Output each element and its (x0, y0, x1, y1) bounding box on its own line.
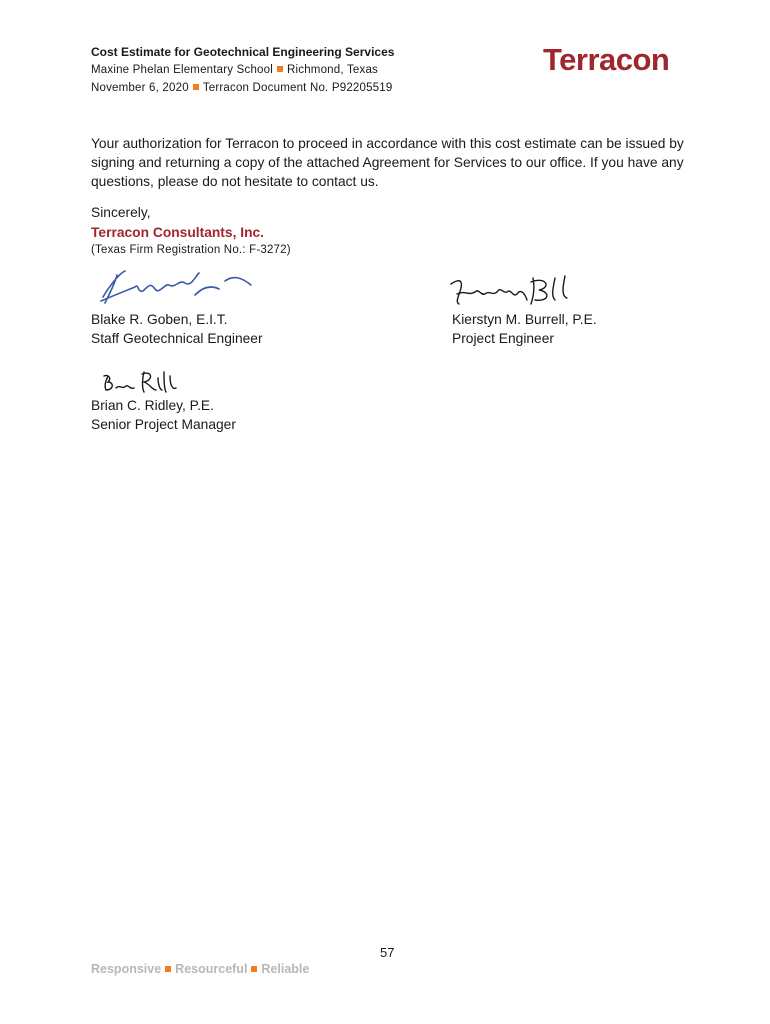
firm-registration: (Texas Firm Registration No.: F-3272) (91, 244, 291, 256)
document-date: November 6, 2020 (91, 82, 189, 94)
document-title: Cost Estimate for Geotechnical Engineering Services (91, 45, 395, 59)
separator-square (251, 966, 257, 972)
signatory-name: Kierstyn M. Burrell, P.E. (452, 312, 597, 327)
signatory-block (452, 310, 597, 348)
tagline-reliable: Reliable (261, 962, 310, 976)
tagline-resourceful: Resourceful (175, 962, 248, 976)
signatory-block (91, 396, 236, 434)
signature-blake-goben (95, 265, 265, 307)
project-name: Maxine Phelan Elementary School (91, 64, 273, 76)
separator-square (193, 84, 199, 90)
terracon-logo: Terracon (543, 42, 670, 77)
signatory-title: Project Engineer (452, 331, 555, 346)
signatory-title: Senior Project Manager (91, 417, 236, 432)
signatory-title: Staff Geotechnical Engineer (91, 331, 263, 346)
tagline-responsive: Responsive (91, 962, 162, 976)
authorization-paragraph: Your authorization for Terracon to proceed in accordance with this cost estimate can be issued by signing and returning a copy of the attached Agreement for Services to our office. If you have any questions, please do not hesitate to contact us. (91, 136, 684, 189)
footer-tagline (91, 962, 309, 976)
signature-brian-ridley (100, 368, 180, 398)
separator-square (165, 966, 171, 972)
project-location: Richmond, Texas (287, 64, 378, 76)
page-number: 57 (380, 945, 395, 960)
header-project-line (91, 64, 378, 76)
signatory-name: Blake R. Goben, E.I.T. (91, 312, 228, 327)
signature-kierstyn-burrell (447, 274, 577, 308)
header-date-line (91, 82, 393, 94)
signatory-block (91, 310, 263, 348)
document-number: Terracon Document No. P92205519 (202, 82, 393, 94)
company-name: Terracon Consultants, Inc. (91, 225, 264, 240)
separator-square (277, 66, 283, 72)
signatory-name: Brian C. Ridley, P.E. (91, 398, 214, 413)
closing: Sincerely, (91, 205, 151, 220)
